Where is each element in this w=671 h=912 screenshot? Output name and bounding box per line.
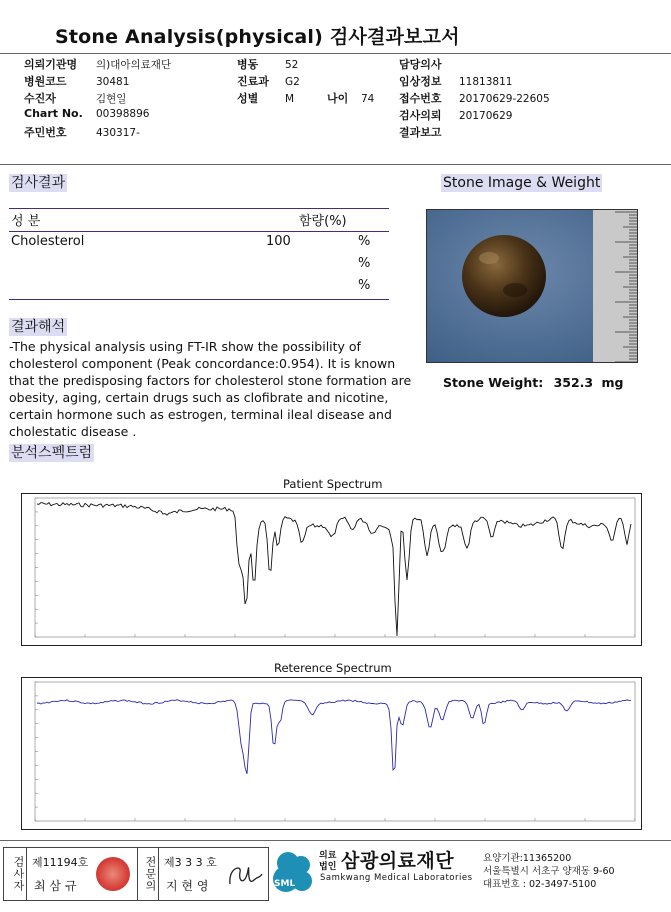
specialist-signature (226, 858, 264, 892)
specialist-name: 지 현 영 (166, 879, 209, 893)
reference-plot-ticks (35, 682, 635, 821)
header-left-column (24, 56, 171, 141)
stone-image-section-title: Stone Image & Weight (443, 175, 601, 191)
org-type-line-2: 법인 (319, 862, 337, 872)
results-table-top-rule (9, 208, 389, 209)
result-component: Cholesterol (11, 234, 85, 249)
patient-spectrum-title: Patient Spectrum (283, 477, 383, 491)
header-value: 00398896 (96, 108, 150, 120)
header-value: 30481 (96, 76, 130, 88)
result-unit: % (358, 256, 371, 271)
header-label: 수진자 (24, 92, 56, 105)
signature-box (3, 847, 269, 901)
header-value: 20170629 (459, 110, 513, 122)
patient-spectrum-plot (21, 493, 642, 646)
header-value: G2 (285, 76, 300, 88)
header-label: 성별 (237, 92, 259, 105)
reference-spectrum-title: Reterence Spectrum (274, 661, 392, 675)
results-section-title: 검사결과 (11, 175, 66, 191)
sml-logo (272, 849, 314, 895)
results-col-amount: 함량(%) (299, 214, 347, 229)
spectrum-section-title: 분석스펙트럼 (11, 445, 93, 461)
header-label: 주민번호 (24, 126, 67, 139)
header-value: 김현일 (96, 93, 127, 105)
patient-spectrum-svg (22, 494, 641, 645)
header-label: 병원코드 (24, 75, 67, 88)
header-label: 검사의뢰 (399, 109, 442, 122)
header-value: 430317- (96, 127, 140, 139)
inspector-label: 검사자 (4, 848, 27, 900)
stone-photo-svg (427, 210, 637, 362)
org-contact (483, 852, 615, 891)
sml-logo-text: SML (274, 879, 296, 889)
header-value: 의)대아의료재단 (96, 59, 172, 71)
reference-spectrum-line (37, 700, 631, 774)
header-label: 담당의사 (399, 58, 442, 71)
stone-weight-unit: mg (601, 375, 624, 390)
org-english-name: Samkwang Medical Laboratories (320, 873, 473, 883)
interpretation-section-title: 결과해석 (11, 319, 66, 335)
header-value: 20170629-22605 (459, 93, 550, 105)
patient-plot-ticks (35, 498, 635, 637)
footer-divider (0, 840, 671, 841)
interpretation-text: -The physical analysis using FT-IR show the possibility of cholesterol component (Peak concordance:0.954). It is known that the predisposing factors for cholesterol stone formation are obesity, aging, certain drugs such as clofibrate and nicotine, certain hormone such as estrogen, terminal ileal disease and cholestatic disease . (9, 339, 412, 439)
reference-spectrum-svg (22, 678, 641, 829)
header-label: Chart No. (24, 107, 83, 120)
reference-spectrum-plot (21, 677, 642, 830)
header-label: 병동 (237, 58, 259, 71)
stone-weight (443, 375, 623, 390)
header-mid-column (237, 56, 300, 107)
specialist-label: 전문의 (137, 848, 159, 900)
org-address: 서울특별시 서초구 양재동 9-60 (483, 866, 615, 877)
result-unit: % (358, 278, 371, 293)
header-label: 의뢰기관명 (24, 58, 78, 71)
org-code: 요양기관:11365200 (483, 853, 572, 864)
result-unit: % (358, 234, 371, 249)
header-age (327, 90, 374, 106)
patient-plot-frame (35, 498, 635, 637)
header-label: 나이 (327, 92, 349, 105)
report-title: Stone Analysis(physical) 검사결과보고서 (55, 26, 460, 48)
results-col-component: 성 분 (11, 214, 41, 229)
result-value: 100 (266, 234, 291, 249)
org-type-line-1: 의료 (319, 851, 337, 861)
header-label: 임상정보 (399, 75, 442, 88)
header-label: 접수번호 (399, 92, 442, 105)
specialist-license: 제3 3 3 호 (164, 856, 217, 869)
org-name: 삼광의료재단 (341, 850, 455, 872)
org-phone: 대표번호 : 02-3497-5100 (483, 879, 597, 890)
reference-plot-frame (35, 682, 635, 821)
header-bottom-divider (0, 164, 671, 165)
org-type (319, 851, 336, 873)
stone-weight-label: Stone Weight: (443, 375, 544, 390)
stone-weight-value: 352.3 (553, 375, 594, 390)
header-value: 52 (285, 59, 299, 71)
header-value: 74 (361, 93, 375, 105)
header-value: M (285, 93, 295, 105)
inspector-seal-stamp (96, 857, 130, 891)
inspector-name: 최 삼 규 (34, 879, 77, 893)
header-top-divider (0, 53, 671, 54)
results-table-header-rule (9, 231, 389, 232)
inspector-license: 제11194호 (32, 856, 89, 869)
stone-photo (426, 209, 638, 363)
header-label: 진료과 (237, 75, 269, 88)
header-right-column (399, 56, 550, 141)
header-label: 결과보고 (399, 126, 442, 139)
results-table-bottom-rule (9, 299, 389, 300)
header-value: 11813811 (459, 76, 513, 88)
patient-spectrum-line (37, 503, 631, 637)
